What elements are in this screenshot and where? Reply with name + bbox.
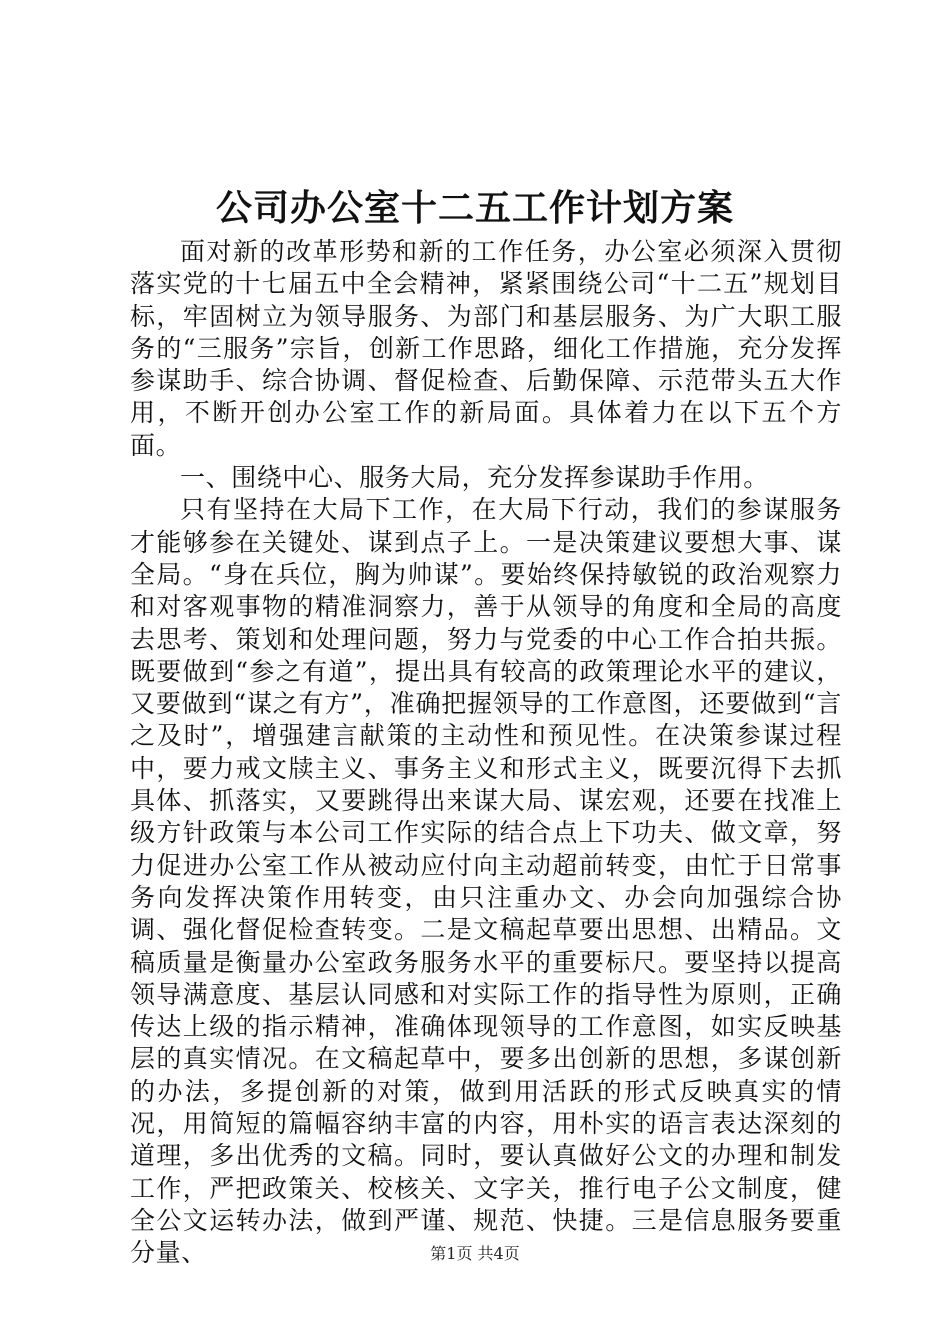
document-title: 公司办公室十二五工作计划方案: [215, 187, 734, 229]
paragraph-section-1: 只有坚持在大局下工作，在大局下行动，我们的参谋服务才能够参在关键处、谋到点子上。一是决策建议要想大事、谋全局。“身在兵位，胸为帅谋”。要始终保持敏锐的政治观察力和对客观事物的精准洞察力，善于从领导的角度和全局的高度去思考、策划和处理问题，努力与党委的中心工作合拍共振。既要做到“参之有道”，提出具有较高的政策理论水平的建议，又要做到“谋之有方”，准确把握领导的工作意图，还要做到“言之及时”，增强建言献策的主动性和预见性。在决策参谋过程中，要力戒文牍主义、事务主义和形式主义，既要沉得下去抓具体、抓落实，又要跳得出来谋大局、谋宏观，还要在找准上级方针政策与本公司工作实际的结合点上下功夫、做文章，努力促进办公室工作从被动应付向主动超前转变，由忙于日常事务向发挥决策作用转变，由只注重办文、办会向加强综合协调、强化督促检查转变。二是文稿起草要出思想、出精品。文稿质量是衡量办公室政务服务水平的重要标尺。要坚持以提高领导满意度、基层认同感和对实际工作的指导性为原则，正确传达上级的指示精神，准确体现领导的工作意图，如实反映基层的真实情况。在文稿起草中，要多出创新的思想，多谋创新的办法，多提创新的对策，做到用活跃的形式反映真实的情况，用简短的篇幅容纳丰富的内容，用朴实的语言表达深刻的道理，多出优秀的文稿。同时，要认真做好公文的办理和制发工作，严把政策关、校核关、文字关，推行电子公文制度，健全公文运转办法，做到严谨、规范、快捷。三是信息服务要重分量、: [130, 495, 842, 1268]
section-heading-1: 一、围绕中心、服务大局，充分发挥参谋助手作用。: [180, 463, 769, 493]
document-body: [130, 236, 842, 1270]
paragraph-intro: 面对新的改革形势和新的工作任务，办公室必须深入贯彻落实党的十七届五中全会精神，紧紧围绕公司“十二五”规划目标，牢固树立为领导服务、为部门和基层服务、为广大职工服务的“三服务”宗旨，创新工作思路，细化工作措施，充分发挥参谋助手、综合协调、督促检查、后勤保障、示范带头五大作用，不断开创办公室工作的新局面。具体着力在以下五个方面。: [130, 237, 842, 460]
page-footer: 第1页 共4页: [430, 1244, 520, 1263]
